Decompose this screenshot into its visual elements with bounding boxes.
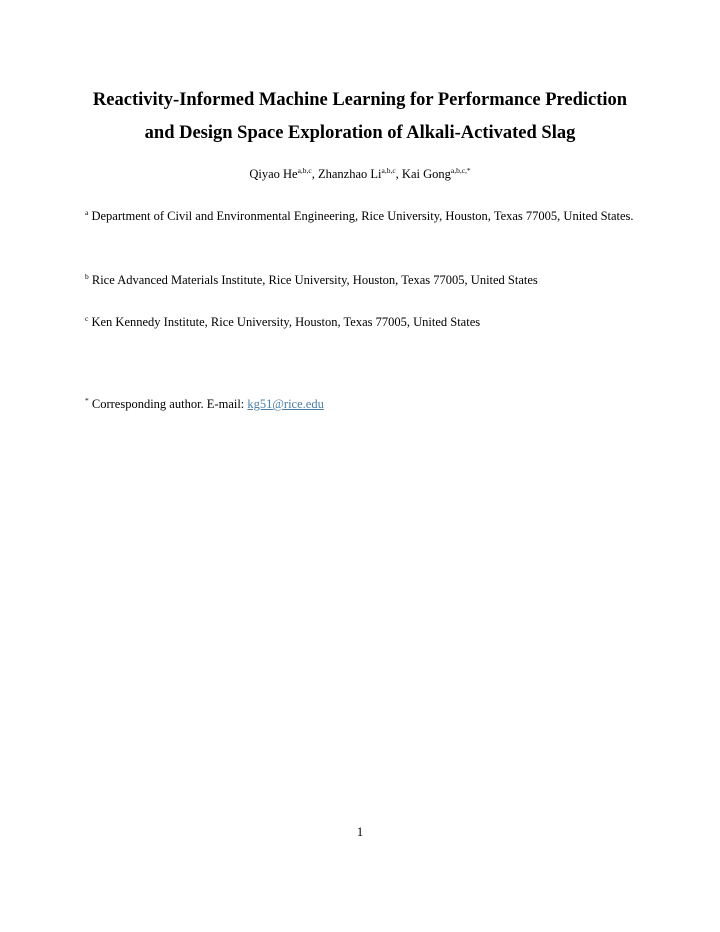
author-name: Kai Gong xyxy=(401,167,451,181)
title-line-1: Reactivity-Informed Machine Learning for Performance Prediction xyxy=(92,90,628,110)
affiliation-c xyxy=(85,310,645,334)
email-link[interactable]: kg51@rice.edu xyxy=(247,397,324,411)
author-affiliation-mark: a,b,c,* xyxy=(450,166,471,175)
author-separator: , xyxy=(395,167,402,181)
author-list xyxy=(60,165,660,183)
affiliation-text: Rice Advanced Materials Institute, Rice University, Houston, Texas 77005, United States xyxy=(91,273,538,287)
page-number: 1 xyxy=(356,825,364,839)
corresponding-author xyxy=(85,392,324,416)
affiliation-mark: c xyxy=(85,314,89,323)
corresponding-mark: * xyxy=(85,396,89,405)
affiliation-text: Ken Kennedy Institute, Rice University, Houston, Texas 77005, United States xyxy=(91,315,481,329)
author-separator: , xyxy=(311,167,318,181)
author-affiliation-mark: a,b,c xyxy=(381,166,396,175)
affiliation-mark: b xyxy=(85,272,89,281)
affiliation-a xyxy=(85,204,645,228)
affiliation-b xyxy=(85,268,645,292)
corresponding-label: Corresponding author. E-mail: xyxy=(91,397,248,411)
paper-title xyxy=(60,84,660,150)
affiliation-text: Department of Civil and Environmental Engineering, Rice University, Houston, Texas 77005, United States. xyxy=(91,209,634,223)
author-name: Qiyao He xyxy=(249,167,298,181)
affiliation-mark: a xyxy=(85,208,89,217)
title-line-2: and Design Space Exploration of Alkali-Activated Slag xyxy=(144,123,576,143)
author-affiliation-mark: a,b,c xyxy=(297,166,312,175)
author-name: Zhanzhao Li xyxy=(317,167,382,181)
